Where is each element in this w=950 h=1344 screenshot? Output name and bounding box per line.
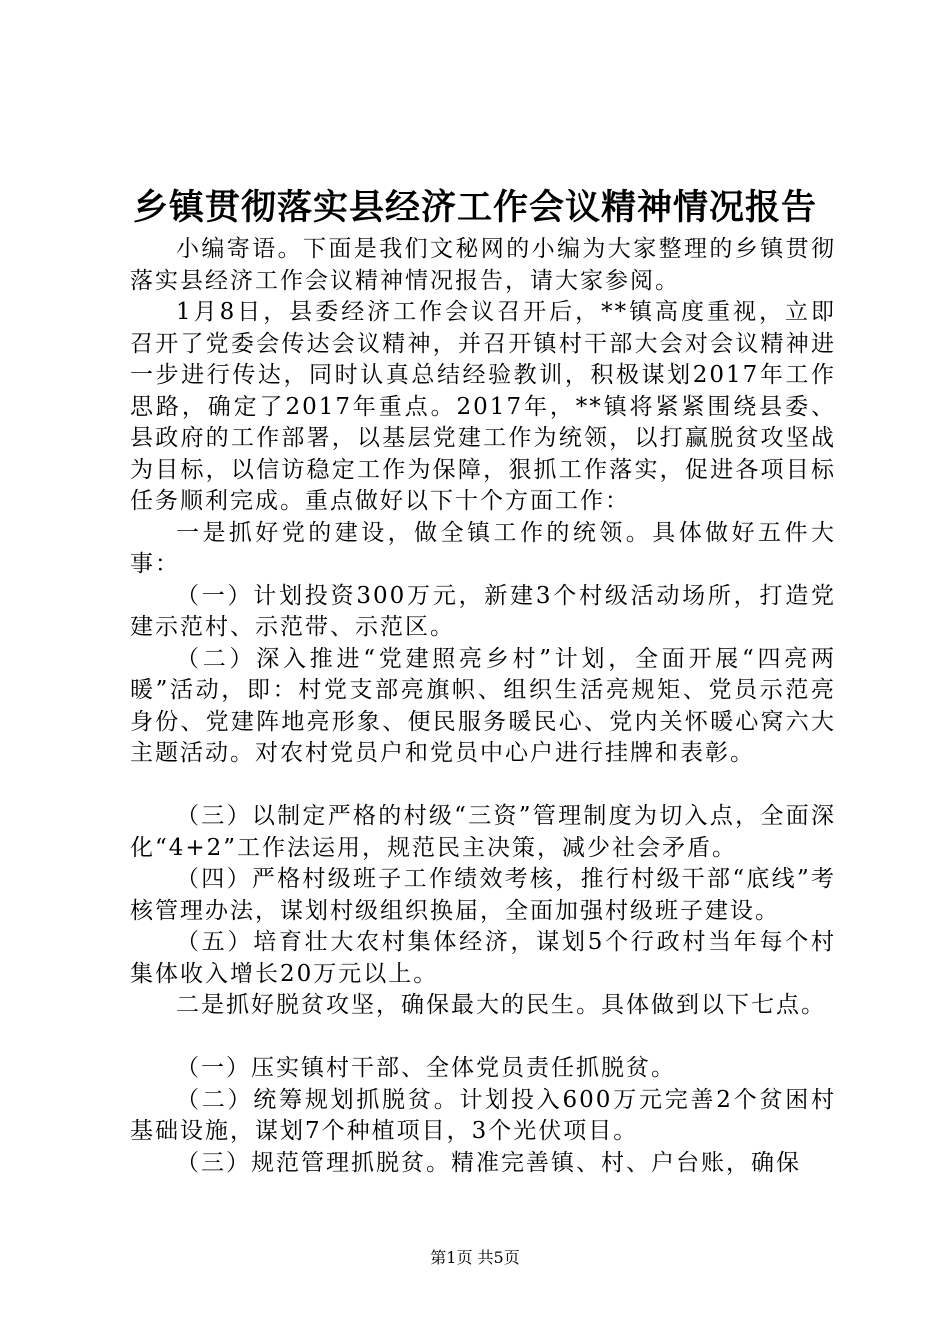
paragraph-item-1-2: （二）深入推进“党建照亮乡村”计划，全面开展“四亮两暖”活动，即：村党支部亮旗帜、组织生活亮规矩、党员示范亮身份、党建阵地亮形象、便民服务暖民心、党内关怀暖心窝六大主题活动。对农村党员户和党员中心户进行挂牌和表彰。 [130,645,836,766]
paragraph-section-1: 一是抓好党的建设，做全镇工作的统领。具体做好五件大事： [130,519,836,577]
paragraph-section-2: 二是抓好脱贫攻坚，确保最大的民生。具体做到以下七点。 [176,992,826,1018]
document-body [130,234,836,1179]
paragraph-item-1-4: （四）严格村级班子工作绩效考核，推行村级干部“底线”考核管理办法，谋划村级组织换届，全面加强村级班子建设。 [130,866,836,924]
paragraph-item-2-3: （三）规范管理抓脱贫。精准完善镇、村、户台账，确保 [176,1149,801,1176]
paragraph-item-2-1: （一）压实镇村干部、全体党员责任抓脱贫。 [176,1055,676,1081]
paragraph-item-1-3: （三）以制定严格的村级“三资”管理制度为切入点，全面深化“4+2”工作法运用，规范民主决策，减少社会矛盾。 [130,803,836,861]
paragraph-overview: 1月8日，县委经济工作会议召开后，**镇高度重视，立即召开了党委会传达会议精神，并召开镇村干部大会对会议精神进一步进行传达，同时认真总结经验教训，积极谋划2017年工作思路，确定了2017年重点。2017年，**镇将紧紧围绕县委、县政府的工作部署，以基层党建工作为统领，以打赢脱贫攻坚战为目标，以信访稳定工作为保障，狠抓工作落实，促进各项目标任务顺利完成。重点做好以下十个方面工作： [130,299,836,514]
paragraph-item-2-2: （二）统筹规划抓脱贫。计划投入600万元完善2个贫困村基础设施，谋划7个种植项目，3个光伏项目。 [130,1086,836,1144]
document-title: 乡镇贯彻落实县经济工作会议精神情况报告 [132,187,817,228]
paragraph-item-1-1: （一）计划投资300万元，新建3个村级活动场所，打造党建示范村、示范带、示范区。 [130,582,836,640]
page-number: 第1页 共5页 [430,1248,520,1267]
paragraph-item-1-5: （五）培育壮大农村集体经济，谋划5个行政村当年每个村集体收入增长20万元以上。 [130,929,836,987]
paragraph-intro: 小编寄语。下面是我们文秘网的小编为大家整理的乡镇贯彻落实县经济工作会议精神情况报告，请大家参阅。 [130,236,836,294]
